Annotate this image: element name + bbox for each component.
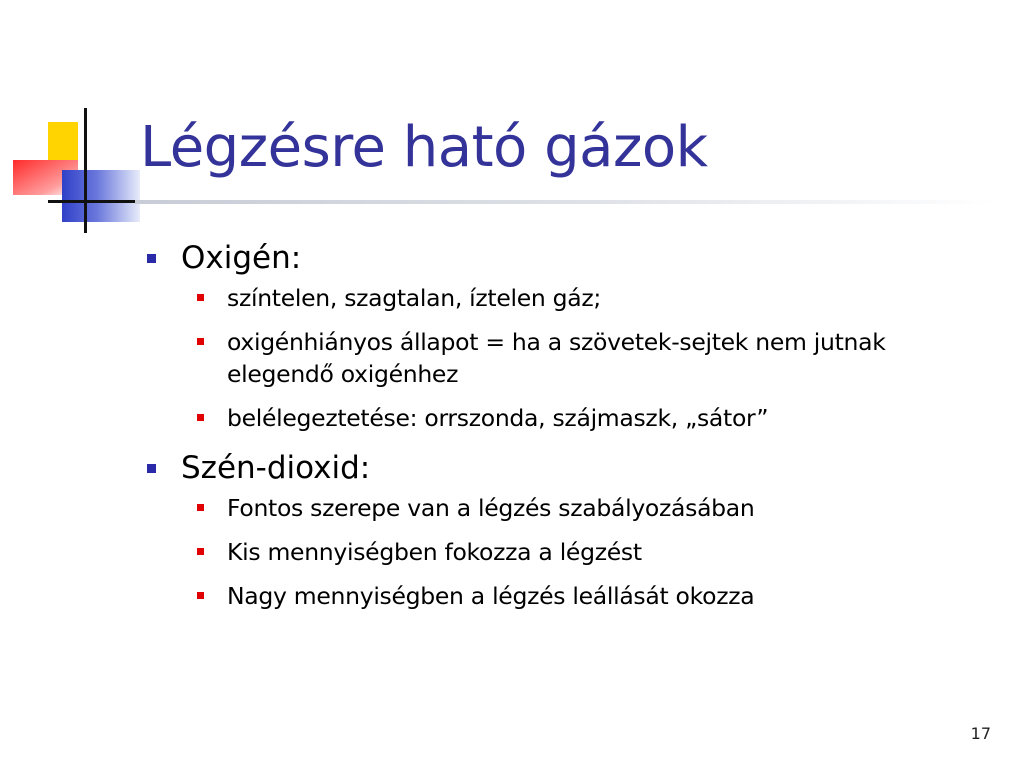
bullet-label: Szén-dioxid: [181,450,371,486]
square-bullet-icon [197,504,204,511]
sub-bullet-text: Fontos szerepe van a légzés szabályozásában [227,494,755,522]
sub-bullet-text: belélegeztetése: orrszonda, szájmaszk, „sátor” [227,404,769,432]
sub-bullet-list [181,282,995,434]
sub-bullet-list [181,492,995,612]
sub-bullet-text: színtelen, szagtalan, íztelen gáz; [227,284,602,312]
square-bullet-icon [197,338,204,345]
page-number: 17 [970,724,991,743]
bullet-item-carbon-dioxide [145,446,995,612]
sub-bullet-item [181,282,995,314]
bullet-list [145,236,995,624]
square-bullet-icon [197,592,204,599]
square-bullet-icon [147,464,156,473]
square-bullet-icon [197,414,204,421]
blue-square [62,170,140,222]
bullet-label: Oxigén: [181,240,302,276]
sub-bullet-item [181,402,995,434]
sub-bullet-text: Nagy mennyiségben a légzés leállását okozza [227,582,755,610]
sub-bullet-item [181,580,995,612]
sub-bullet-text: Kis mennyiségben fokozza a légzést [227,538,642,566]
slide-title: Légzésre ható gázok [140,115,708,180]
vertical-line [84,108,87,233]
bullet-item-oxygen [145,236,995,434]
title-underline [135,200,995,204]
sub-bullet-item [181,326,995,390]
sub-bullet-item [181,536,995,568]
decorative-logo-graphic [0,100,150,240]
sub-bullet-item [181,492,995,524]
horizontal-line [48,200,138,203]
sub-bullet-text: oxigénhiányos állapot = ha a szövetek-sejtek nem jutnak elegendő oxigénhez [227,328,886,388]
square-bullet-icon [197,294,204,301]
square-bullet-icon [147,254,156,263]
square-bullet-icon [197,548,204,555]
